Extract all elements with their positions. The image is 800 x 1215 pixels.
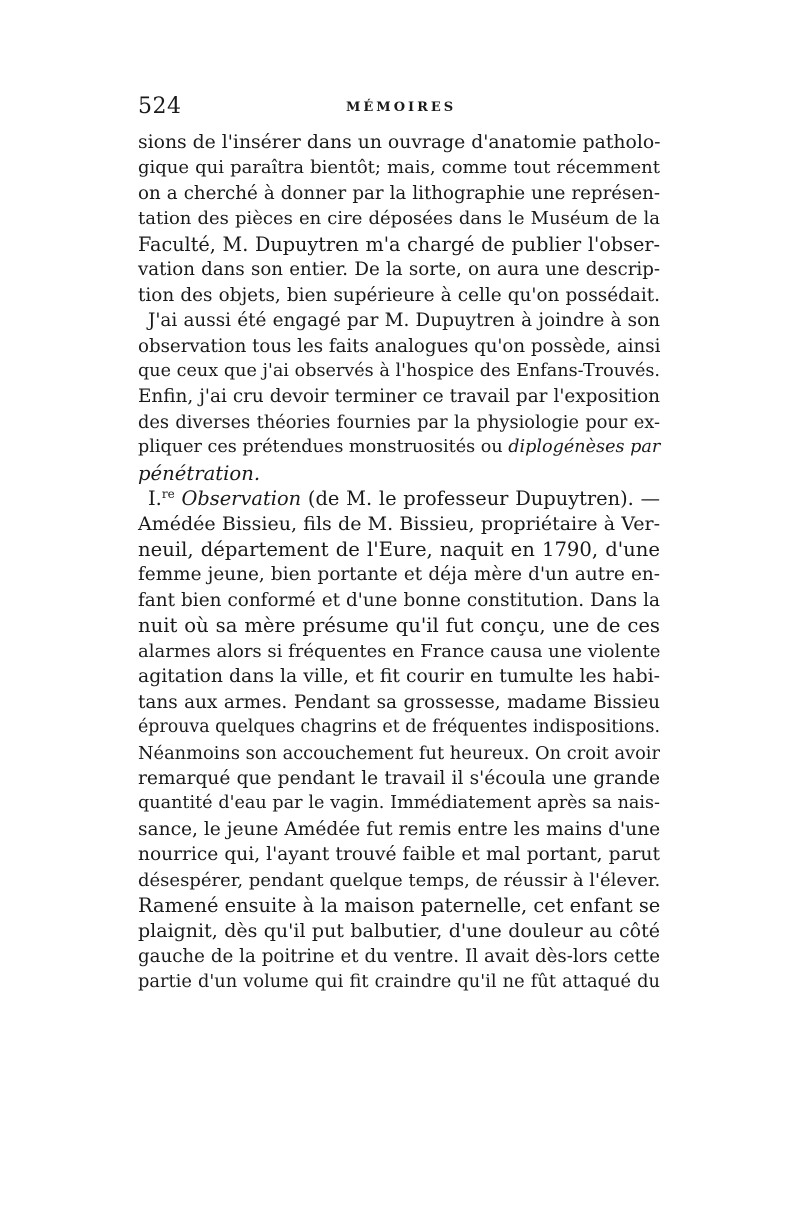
text-line: Néanmoins son accouchement fut heureux. On croit avoir (138, 742, 660, 764)
page-header (138, 94, 658, 122)
text-line: Enfin, j'ai cru devoir terminer ce travail par l'exposition (138, 386, 660, 408)
text-line: vation dans son entier. De la sorte, on aura une descrip- (138, 259, 660, 281)
text-segment: pliquer ces prétendues monstruosités ou (138, 437, 503, 458)
observation-label: Observation (181, 487, 302, 511)
text-line: tion des objets, bien supérieure à celle qu'on possédait. (138, 284, 660, 306)
text-line (138, 435, 660, 460)
text-line: désespérer, pendant quelque temps, de réussir à l'élever. (138, 869, 661, 891)
text-line: plaignit, dès qu'il put balbutier, d'une douleur au côté (138, 919, 660, 942)
text-line: éprouva quelques chagrins et de fréquentes indispositions. (138, 717, 660, 738)
text-line: Faculté, M. Dupuytren m'a chargé de publier l'obser- (138, 232, 660, 256)
italic-term: diplogénèses par (508, 437, 661, 458)
text-line: observation tous les faits analogues qu'on possède, ainsi (138, 335, 661, 357)
text-line: alarmes alors si fréquentes en France causa une violente (138, 640, 661, 662)
text-line: on a cherché à donner par la lithographie une représen- (138, 182, 660, 204)
text-line: Ramené ensuite à la maison paternelle, cet enfant se (138, 894, 661, 918)
observation-heading-line (138, 486, 660, 511)
text-line: partie d'un volume qui fit craindre qu'il ne fût attaqué du (138, 971, 660, 993)
text-line: remarqué que pendant le travail il s'écoula une grande (138, 767, 660, 789)
running-head: MÉMOIRES (346, 100, 457, 115)
text-line: tans aux armes. Pendant sa grossesse, madame Bissieu (138, 691, 660, 713)
ordinal-superscript: re (161, 487, 175, 502)
page-number: 524 (138, 94, 182, 119)
text-line: gauche de la poitrine et du ventre. Il avait dès-lors cette (138, 946, 660, 967)
observation-numeral: I. (148, 487, 162, 511)
text-line: quantité d'eau par le vagin. Immédiatement après sa nais- (138, 793, 660, 814)
text-line: que ceux que j'ai observés à l'hospice des Enfans-Trouvés. (138, 360, 660, 381)
body-text (138, 130, 660, 995)
text-line: femme jeune, bien portante et déja mère d'un autre en- (138, 564, 660, 586)
text-line: sions de l'insérer dans un ouvrage d'anatomie patholo- (138, 132, 661, 153)
text-line: Amédée Bissieu, fils de M. Bissieu, propriétaire à Ver- (138, 512, 660, 535)
italic-term: pénétration. (138, 461, 261, 485)
text-line: fant bien conformé et d'une bonne constitution. Dans la (138, 589, 660, 611)
text-line: nourrice qui, l'ayant trouvé faible et mal portant, parut (138, 844, 660, 866)
text-line: tation des pièces en cire déposées dans le Muséum de la (138, 208, 660, 230)
text-line: neuil, département de l'Eure, naquit en 1790, d'une (138, 538, 660, 561)
text-line: agitation dans la ville, et fit courir en tumulte les habi- (138, 666, 660, 688)
text-line: nuit où sa mère présume qu'il fut conçu, une de ces (138, 614, 660, 638)
text-segment: (de M. le professeur Dupuytren). — (307, 487, 660, 511)
text-line (138, 461, 660, 486)
text-line: J'ai aussi été engagé par M. Dupuytren à joindre à son (148, 310, 660, 332)
text-line: gique qui paraîtra bientôt; mais, comme tout récemment (138, 157, 660, 179)
text-line: des diverses théories fournies par la physiologie pour ex- (138, 411, 660, 433)
text-line: sance, le jeune Amédée fut remis entre les mains d'une (138, 818, 661, 840)
